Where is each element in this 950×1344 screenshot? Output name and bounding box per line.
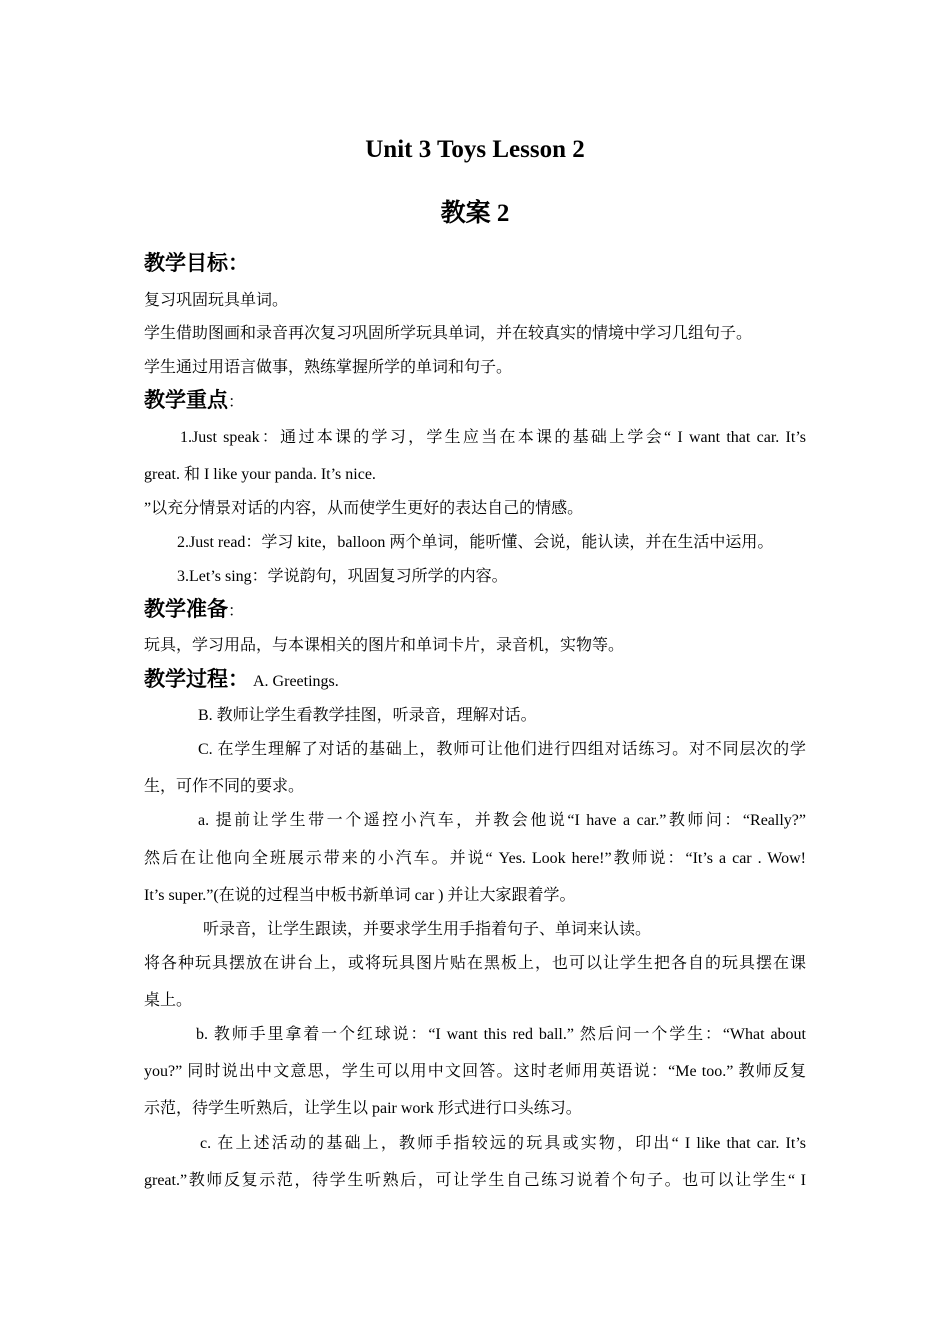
process-line-6: It’s super.”(在说的过程当中板书新单词 car ) 并让大家跟着学。 <box>144 887 576 904</box>
process-line-9: 桌上。 <box>144 992 193 1009</box>
process-line-1: B. 教师让学生看教学挂图，听录音，理解对话。 <box>198 707 537 724</box>
document-title: Unit 3 Toys Lesson 2 <box>365 136 585 163</box>
objectives-line-1: 复习巩固玩具单词。 <box>144 292 289 309</box>
key-points-heading: 教学重点 <box>144 388 228 412</box>
preparation-heading-row <box>144 598 806 623</box>
key-points-line-3: ”以充分情景对话的内容，从而使学生更好的表达自己的情感。 <box>144 500 584 517</box>
process-line-7: 听录音，让学生跟读，并要求学生用手指着句子、单词来认读。 <box>203 921 652 938</box>
process-line-12: 示范，待学生听熟后，让学生以 pair work 形式进行口头练习。 <box>144 1100 582 1117</box>
process-line-10: b. 教师手里拿着一个红球说：“I want this red ball.” 然后问一个学生：“What about <box>196 1026 806 1043</box>
process-line-13: c. 在上述活动的基础上，教师手指较远的玩具或实物，印出“ I like that car. It’s <box>200 1135 806 1152</box>
objectives-line-3: 学生通过用语言做事，熟练掌握所学的单词和句子。 <box>144 359 513 376</box>
preparation-line-1: 玩具，学习用品，与本课相关的图片和单词卡片，录音机，实物等。 <box>144 637 625 654</box>
process-heading-row <box>144 668 806 693</box>
key-points-colon: ： <box>228 394 245 411</box>
process-heading: 教学过程： <box>144 667 249 691</box>
document-subtitle: 教案 2 <box>440 200 510 227</box>
process-line-5: 然后在让他向全班展示带来的小汽车。并说“ Yes. Look here!”教师说：“It’s a car . Wow! <box>144 850 806 867</box>
preparation-colon: ： <box>228 603 245 620</box>
preparation-heading: 教学准备 <box>144 597 228 621</box>
objectives-heading: 教学目标： <box>144 251 249 275</box>
process-line-3: 生，可作不同的要求。 <box>144 778 305 795</box>
key-points-line-4: 2.Just read：学习 kite，balloon 两个单词，能听懂、会说，能认读，并在生活中运用。 <box>177 534 774 551</box>
process-line-4: a. 提前让学生带一个遥控小汽车，并教会他说“I have a car.”教师问：“Really?” <box>198 812 806 829</box>
key-points-line-5: 3.Let’s sing：学说韵句，巩固复习所学的内容。 <box>177 568 508 585</box>
objectives-line-2: 学生借助图画和录音再次复习巩固所学玩具单词，并在较真实的情境中学习几组句子。 <box>144 325 753 342</box>
process-line-2: C. 在学生理解了对话的基础上，教师可让他们进行四组对话练习。对不同层次的学 <box>198 741 806 758</box>
process-line-8: 将各种玩具摆放在讲台上，或将玩具图片贴在黑板上，也可以让学生把各自的玩具摆在课 <box>144 955 806 972</box>
process-line-11: you?” 同时说出中文意思，学生可以用中文回答。这时老师用英语说：“Me too.” 教师反复 <box>144 1063 806 1080</box>
key-points-line-1: 1.Just speak：通过本课的学习，学生应当在本课的基础上学会“ I want that car. It’s <box>180 429 806 446</box>
process-greetings: A. Greetings. <box>249 673 339 690</box>
process-line-14: great.”教师反复示范，待学生听熟后，可让学生自己练习说着个句子。也可以让学生“ I <box>144 1172 806 1189</box>
key-points-heading-row <box>144 389 806 414</box>
key-points-line-2: great. 和 I like your panda. It’s nice. <box>144 466 376 483</box>
